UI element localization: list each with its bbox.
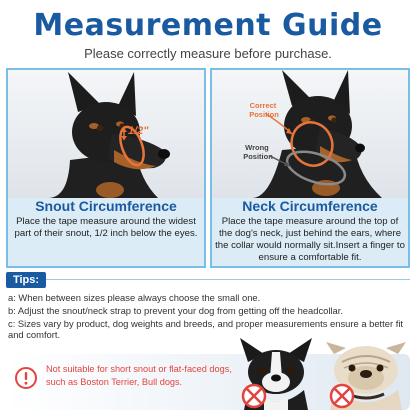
tip-item: c: Sizes vary by product, dog weights and breeds, and proper measurements ensure a better fit and comfort. [8,318,404,340]
page-subtitle: Please correctly measure before purchase. [84,46,332,61]
neck-title: Neck Circumference [242,198,378,214]
warning-panel [6,336,410,410]
snout-title: Snout Circumference [35,198,177,214]
bulldog-image [322,338,410,410]
half-inch-label: 1/2" [128,125,149,137]
prohibited-icon [243,385,265,407]
neck-panel [210,68,410,268]
neck-dog-photo [212,70,408,198]
svg-text:Wrong Position: Wrong Position [243,143,273,161]
tip-item: b: Adjust the snout/neck strap to prevent your dog from getting off the headcollar. [8,305,343,316]
page-title: Measurement Guide [33,8,383,43]
tips-divider [46,279,410,280]
warning-text: Not suitable for short snout or flat-faced dogs, such as Boston Terrier, Bull dogs. [46,364,232,387]
correct-position-label: Correct [249,101,277,110]
svg-text:Correct Position: Correct Position [249,101,279,119]
tips-label: Tips: [6,272,46,288]
tip-item: a: When between sizes please always choose the small one. [8,292,261,303]
boston-terrier-image [234,338,318,410]
wrong-position-label: Wrong [245,143,269,152]
snout-panel [6,68,206,268]
prohibited-icon [331,385,353,407]
snout-dog-photo [8,70,204,198]
neck-description: Place the tape measure around the top of the dog's neck, just behind the ears, where the collar would normally sit.Insert a finger to ensure a comfortable fit. [215,216,405,263]
snout-description: Place the tape measure around the widest part of their snout, 1/2 inch below the eyes. [14,216,198,239]
warning-exclamation-icon [15,367,37,389]
